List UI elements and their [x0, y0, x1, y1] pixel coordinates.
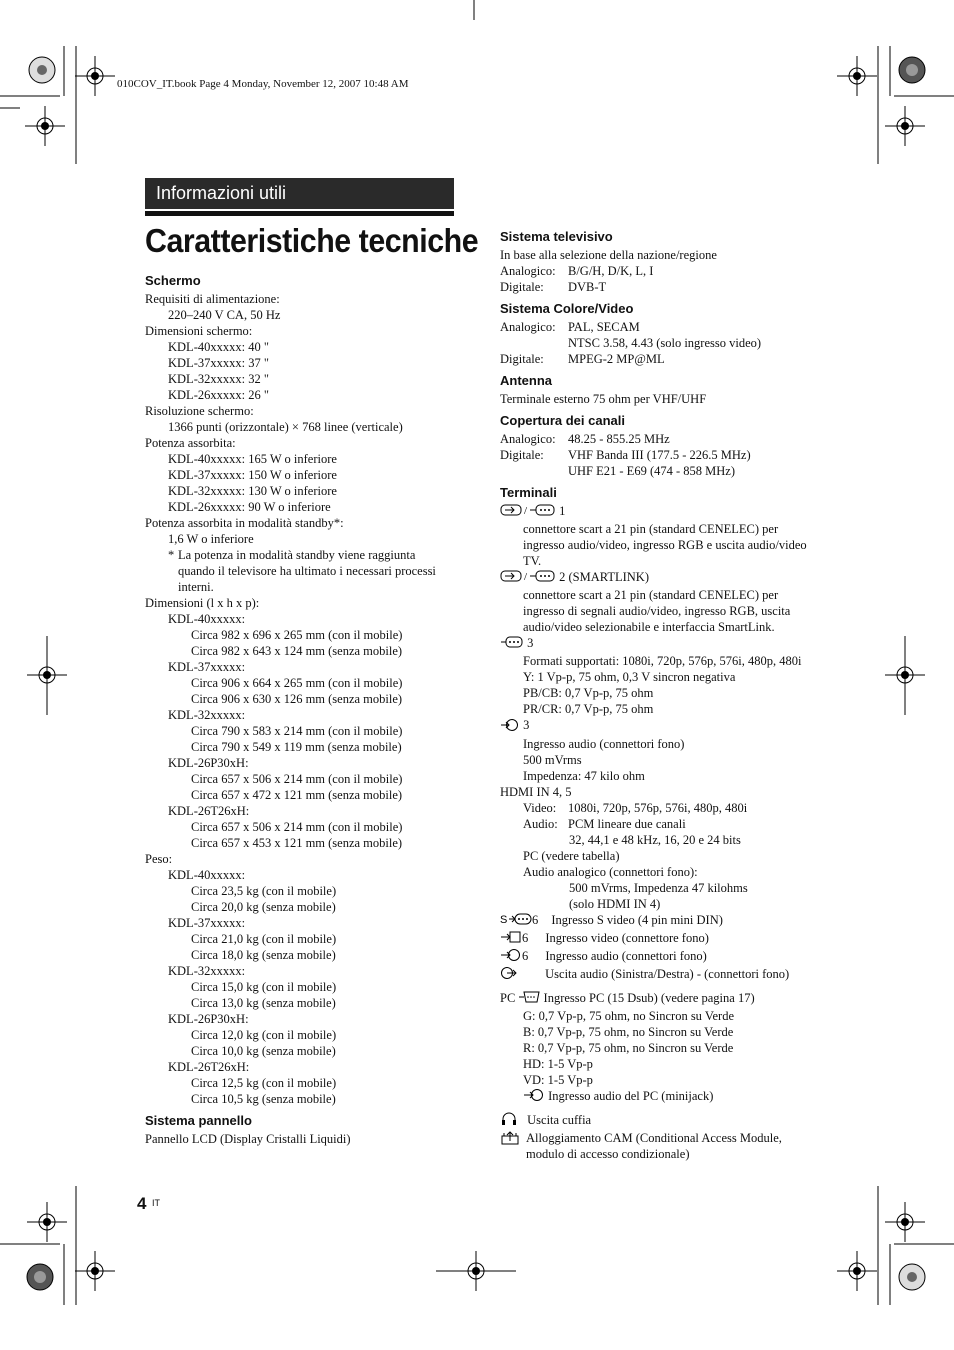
- pc-audio: [500, 1088, 810, 1106]
- terminal-video: [500, 930, 810, 948]
- print-header-note: 010COV_IT.book Page 4 Monday, November 12, 2007 10:48 AM: [117, 78, 409, 90]
- standby-note-text: La potenza in modalità standby viene raggiunta quando il televisore ha ultimato i necessari processi interni.: [178, 548, 436, 594]
- s-video-desc: Ingresso S video (4 pin mini DIN): [551, 912, 723, 927]
- spec-line: KDL-32xxxxx: 130 W o inferiore: [168, 484, 337, 498]
- spec-line: Circa 657 x 506 x 214 mm (con il mobile): [191, 772, 403, 786]
- page-number: 4: [137, 1194, 147, 1213]
- headphones-icon: [500, 1112, 518, 1130]
- spec-line: KDL-40xxxxx:: [168, 868, 246, 882]
- spec-line: KDL-32xxxxx:: [168, 708, 246, 722]
- spec-line: KDL-26T26xH:: [168, 804, 250, 818]
- spec-line: KDL-26P30xH:: [168, 1012, 249, 1026]
- standby-note: * La potenza in modalità standby viene raggiunta quando il televisore ha ultimato i necessari processi interni.: [145, 547, 455, 595]
- audio-output-icon: [500, 966, 522, 984]
- terminal-1-desc: connettore scart a 21 pin (standard CENELEC) per ingresso audio/video, ingresso RGB e uscita audio/video TV.: [523, 522, 807, 569]
- spec-line: Circa 23,5 kg (con il mobile): [191, 884, 337, 898]
- terminal-3-number: 3: [527, 636, 534, 651]
- spec-line: Circa 982 x 643 x 124 mm (senza mobile): [191, 644, 403, 658]
- terminal-audio-3: [500, 717, 810, 735]
- spec-row-label: Analogico:: [500, 432, 556, 446]
- hdmi-video-row: [500, 800, 810, 816]
- terminal-component-3: [500, 635, 810, 653]
- spec-line: Circa 657 x 506 x 214 mm (con il mobile): [191, 820, 403, 834]
- spec-line: KDL-32xxxxx:: [168, 964, 246, 978]
- spec-line: PR/CR: 0,7 Vp-p, 75 ohm: [523, 702, 654, 717]
- hdmi-audio-label: Audio:: [523, 816, 558, 831]
- spec-row-value: DVB-T: [568, 280, 607, 294]
- spec-line: Circa 790 x 583 x 214 mm (con il mobile): [191, 724, 403, 738]
- spec-line: Peso:: [145, 852, 173, 866]
- pc-label: PC: [500, 991, 516, 1005]
- audio-input-icon: [500, 948, 522, 966]
- terminal-pc: [500, 990, 810, 1008]
- spec-line: KDL-37xxxxx:: [168, 916, 246, 930]
- spec-line: Circa 10,0 kg (senza mobile): [191, 1044, 336, 1058]
- spec-line: Circa 18,0 kg (senza mobile): [191, 948, 336, 962]
- spec-line: Dimensioni schermo:: [145, 324, 253, 338]
- spec-line: HD: 1-5 Vp-p: [523, 1057, 593, 1072]
- headphones-desc: Uscita cuffia: [527, 1113, 592, 1128]
- spec-row-label: Analogico:: [500, 264, 556, 278]
- spec-row-label: Digitale:: [500, 352, 544, 366]
- video-number: 6: [522, 930, 529, 945]
- spec-line: Circa 13,0 kg (senza mobile): [191, 996, 336, 1010]
- spec-row: [500, 319, 810, 335]
- section-title: Informazioni utili: [156, 183, 287, 203]
- hdmi-audio-formats: 32, 44,1 e 48 kHz, 16, 20 e 24 bits: [569, 832, 741, 847]
- heading-colore-video: Sistema Colore/Video: [500, 301, 634, 316]
- terminal-2-desc: connettore scart a 21 pin (standard CENELEC) per ingresso di segnali audio/video, ingresso RGB, uscita audio/video selezionabile e interfaccia SmartLink.: [523, 588, 791, 635]
- heading-schermo: Schermo: [145, 273, 201, 288]
- spec-row: [500, 279, 810, 295]
- spec-line: KDL-26xxxxx: 26 ": [168, 388, 269, 402]
- cam-slot-icon: [500, 1131, 520, 1149]
- cam-desc: Alloggiamento CAM (Conditional Access Module, modulo di accesso condizionale): [526, 1131, 782, 1162]
- right-column: [500, 229, 810, 1162]
- spec-line: Circa 790 x 549 x 119 mm (senza mobile): [191, 740, 402, 754]
- pannello-text: Pannello LCD (Display Cristalli Liquidi): [145, 1132, 351, 1146]
- spec-line: Potenza assorbita in modalità standby*:: [145, 516, 344, 530]
- svg-text:/: /: [524, 505, 528, 518]
- terminal-3a-lines: [500, 736, 810, 784]
- scart-in-out-icon: [500, 503, 556, 521]
- spec-line: KDL-40xxxxx:: [168, 612, 246, 626]
- colore-rows: [500, 319, 810, 367]
- hdmi-title: HDMI IN 4, 5: [500, 784, 572, 799]
- terminal-scart-1: [500, 503, 810, 521]
- spec-row: [500, 431, 810, 447]
- spec-row-label: Digitale:: [500, 280, 544, 294]
- hdmi-pc: PC (vedere tabella): [523, 848, 620, 863]
- spec-line: Circa 20,0 kg (senza mobile): [191, 900, 336, 914]
- spec-line: Formati supportati: 1080i, 720p, 576p, 576i, 480p, 480i: [523, 654, 802, 669]
- heading-terminali: Terminali: [500, 485, 557, 500]
- section-title-bar: [145, 178, 454, 209]
- spec-line: Requisiti di alimentazione:: [145, 292, 280, 306]
- heading-copertura-canali: Copertura dei canali: [500, 413, 625, 428]
- spec-row: [500, 463, 810, 479]
- spec-line: Circa 10,5 kg (senza mobile): [191, 1092, 336, 1106]
- video-desc: Ingresso video (connettore fono): [545, 930, 709, 945]
- spec-line: KDL-26P30xH:: [168, 756, 249, 770]
- component-input-icon: [500, 635, 524, 653]
- svg-text:/: /: [524, 571, 528, 584]
- hdmi-analog-2: (solo HDMI IN 4): [569, 896, 661, 911]
- terminal-audio-out: [500, 966, 810, 984]
- pc-audio-desc: Ingresso audio del PC (minijack): [548, 1089, 714, 1104]
- spec-line: Circa 982 x 696 x 265 mm (con il mobile): [191, 628, 403, 642]
- spec-line: 1,6 W o inferiore: [168, 532, 254, 546]
- heading-sistema-televisivo: Sistema televisivo: [500, 229, 613, 244]
- spec-line: PB/CB: 0,7 Vp-p, 75 ohm: [523, 686, 654, 701]
- spec-row: [500, 351, 810, 367]
- spec-line: KDL-26xxxxx: 90 W o inferiore: [168, 500, 331, 514]
- hdmi-analog-1: 500 mVrms, Impedenza 47 kilohms: [569, 880, 748, 895]
- page-title: Caratteristiche tecniche: [145, 222, 479, 259]
- spec-line: VD: 1-5 Vp-p: [523, 1073, 593, 1088]
- spec-row-value: PAL, SECAM: [568, 320, 640, 334]
- page-lang: IT: [152, 1198, 160, 1208]
- canali-rows: [500, 431, 810, 479]
- hdmi-video-value: 1080i, 720p, 576p, 576i, 480p, 480i: [568, 800, 748, 815]
- spec-line: Dimensioni (l x h x p):: [145, 596, 260, 610]
- spec-line: Circa 12,5 kg (con il mobile): [191, 1076, 337, 1090]
- spec-row: [500, 335, 810, 351]
- spec-line: 1366 punti (orizzontale) × 768 linee (verticale): [168, 420, 403, 434]
- spec-line: Y: 1 Vp-p, 75 ohm, 0,3 V sincron negativa: [523, 670, 736, 685]
- hdmi-analog: Audio analogico (connettori fono):: [523, 864, 698, 879]
- audio-input-icon: [500, 718, 520, 736]
- audio-out-desc: Uscita audio (Sinistra/Destra) - (connettori fono): [545, 966, 790, 981]
- spec-line: KDL-37xxxxx: 150 W o inferiore: [168, 468, 337, 482]
- terminal-scart-2: [500, 569, 810, 587]
- spec-line: KDL-32xxxxx: 32 ": [168, 372, 269, 386]
- terminal-audio: [500, 948, 810, 966]
- hdmi-audio-row: [500, 816, 810, 832]
- pc-desc: Ingresso PC (15 Dsub) (vedere pagina 17): [543, 991, 755, 1005]
- spec-row-value: NTSC 3.58, 4.43 (solo ingresso video): [568, 336, 762, 350]
- spec-line: Circa 15,0 kg (con il mobile): [191, 980, 337, 994]
- spec-line: KDL-26T26xH:: [168, 1060, 250, 1074]
- spec-line: Circa 906 x 630 x 126 mm (senza mobile): [191, 692, 403, 706]
- terminal-2-number: 2 (SMARTLINK): [559, 570, 649, 585]
- spec-line: B: 0,7 Vp-p, 75 ohm, no Sincron su Verde: [523, 1025, 734, 1040]
- spec-line: 220–240 V CA, 50 Hz: [168, 308, 281, 322]
- audio-number: 6: [522, 948, 529, 963]
- terminal-headphones: [500, 1112, 810, 1130]
- pc-lines: [500, 1008, 810, 1088]
- terminal-3-lines: [500, 653, 810, 717]
- spec-line: KDL-40xxxxx: 165 W o inferiore: [168, 452, 337, 466]
- scart-in-out-icon: [500, 569, 556, 587]
- tv-intro: In base alla selezione della nazione/regione: [500, 248, 717, 262]
- schermo-lines-2: [145, 595, 455, 1107]
- audio-input-icon: [523, 1088, 545, 1106]
- spec-line: Circa 21,0 kg (con il mobile): [191, 932, 337, 946]
- terminal-3a-number: 3: [523, 718, 530, 733]
- spec-line: Impedenza: 47 kilo ohm: [523, 768, 645, 783]
- hdmi-audio-value: PCM lineare due canali: [568, 816, 686, 831]
- spec-line: Circa 906 x 664 x 265 mm (con il mobile): [191, 676, 403, 690]
- audio-desc: Ingresso audio (connettori fono): [545, 948, 707, 963]
- spec-line: Ingresso audio (connettori fono): [523, 736, 685, 751]
- terminal-s-video: [500, 912, 810, 930]
- spec-line: KDL-40xxxxx: 40 ": [168, 340, 269, 354]
- s-video-icon: [500, 912, 532, 930]
- spec-row-value: 48.25 - 855.25 MHz: [568, 432, 670, 446]
- spec-row-label: Digitale:: [500, 448, 544, 462]
- terminal-1-number: 1: [559, 504, 566, 518]
- spec-line: Circa 657 x 453 x 121 mm (senza mobile): [191, 836, 403, 850]
- spec-row-label: Analogico:: [500, 320, 556, 334]
- section-rule: [145, 211, 454, 216]
- hdmi-video-label: Video:: [523, 800, 557, 815]
- spec-row: [500, 263, 810, 279]
- heading-pannello: Sistema pannello: [145, 1113, 252, 1128]
- s-video-number: 6: [532, 912, 539, 927]
- spec-row-value: UHF E21 - E69 (474 - 858 MHz): [568, 464, 735, 478]
- video-input-icon: [500, 930, 522, 948]
- spec-line: R: 0,7 Vp-p, 75 ohm, no Sincron su Verde: [523, 1041, 734, 1056]
- tv-rows: [500, 263, 810, 295]
- spec-line: KDL-37xxxxx: 37 ": [168, 356, 269, 370]
- schermo-lines: [145, 291, 455, 547]
- spec-row-value: MPEG-2 MP@ML: [568, 352, 665, 366]
- heading-antenna: Antenna: [500, 373, 552, 388]
- terminal-cam: [500, 1130, 810, 1162]
- spec-line: Risoluzione schermo:: [145, 404, 254, 418]
- pc-input-icon: [518, 990, 540, 1008]
- spec-line: KDL-37xxxxx:: [168, 660, 246, 674]
- left-column: [145, 273, 455, 1147]
- spec-line: 500 mVrms: [523, 752, 582, 767]
- spec-line: Circa 12,0 kg (con il mobile): [191, 1028, 337, 1042]
- spec-line: G: 0,7 Vp-p, 75 ohm, no Sincron su Verde: [523, 1009, 734, 1024]
- spec-row-value: VHF Banda III (177.5 - 226.5 MHz): [568, 448, 751, 462]
- spec-line: Circa 657 x 472 x 121 mm (senza mobile): [191, 788, 403, 802]
- antenna-text: Terminale esterno 75 ohm per VHF/UHF: [500, 392, 707, 406]
- s-video-prefix: S: [500, 913, 508, 926]
- spec-row: [500, 447, 810, 463]
- spec-line: Potenza assorbita:: [145, 436, 236, 450]
- spec-row-value: B/G/H, D/K, L, I: [568, 264, 654, 278]
